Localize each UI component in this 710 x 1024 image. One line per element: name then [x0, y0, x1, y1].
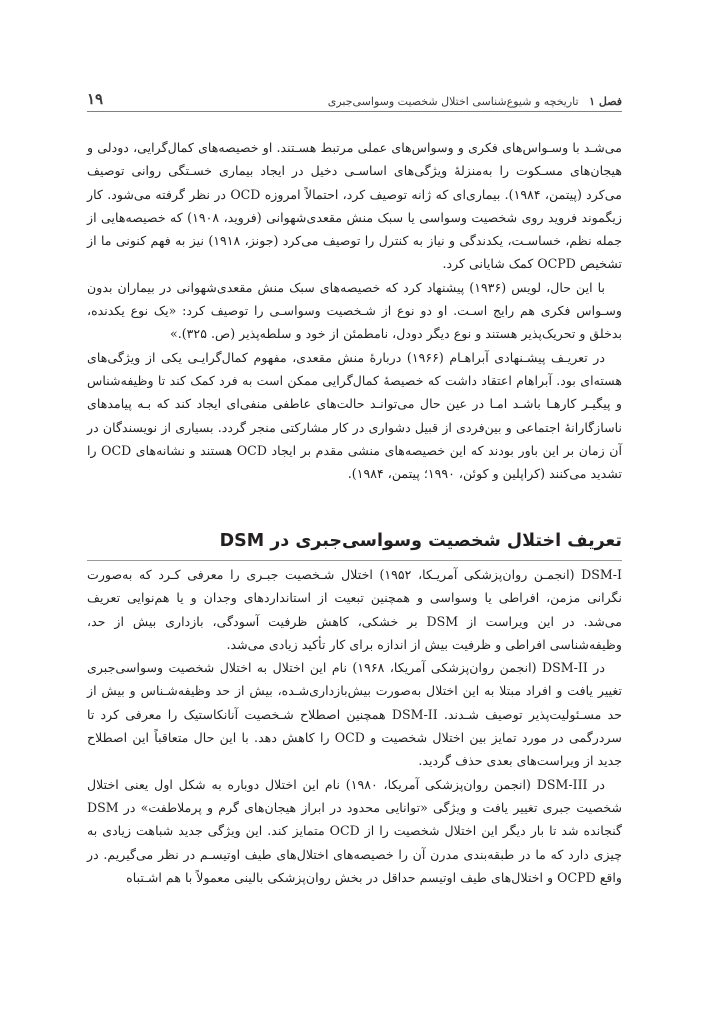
header-divider — [87, 111, 622, 112]
paragraph: در تعریـف پیشـنهادی آبراهـام (۱۹۶۶) دربارهٔ منش مقعدی، مفهوم کمال‌گرایـی یکی از ویژگی‌های هسته‌ای بود. آبراهام اعتقاد داشت که خصیصهٔ کمال‌گرایی ممکن است به فرد کمک کند تا وظیفه‌شناس و پیگیـر کارهـا باشـد امـا در عین حال می‌توانـد حالت‌های عاطفی منفی‌ای ایجاد کند که بـه پیامدهای ناسازگارانهٔ اجتماعی و بین‌فردی از قبیل دشواری در کار مشارکتی منجر گردد. بسیاری از نویسندگان در آن زمان بر این باور بودند که این خصیصه‌های منشی مقدم بر ایجاد OCD هستند و نشانه‌های OCD را تشدید می‌کنند (کراپلین و کوئن، ۱۹۹۰؛ پیتمن، ۱۹۸۴). — [87, 349, 622, 482]
intro-text-block — [87, 136, 622, 485]
running-header — [87, 86, 622, 108]
chapter-label: فصل ۱ — [589, 95, 622, 108]
chapter-reference — [328, 95, 622, 108]
paragraph: DSM-I (انجمـن روان‌پزشکی آمریـکا، ۱۹۵۲) اختلال شـخصیت جبـری را معرفی کـرد که به‌صورت نگرانی مزمن، افراطی یا وسواسی و همچنین تبعیت از استانداردهای وجدان و یا هم‌نوایی تعریف می‌شد. در این ویراست از DSM بر خشکی، کاهش ظرفیت آسودگی، بازداری بیش از حد، وظیفه‌شناسی افراطی و ظرفیت بیش از اندازه برای کار تأکید زیادی می‌شد. — [87, 567, 622, 652]
paragraph: در DSM-II (انجمن روان‌پزشکی آمریکا، ۱۹۶۸) نام این اختلال به اختلال شخصیت وسواسی‌جبری تغییر یافت و افراد مبتلا به این اختلال به‌صورت بیش‌بازداری‌شـده، بیش از حد وظیفه‌شـناس و بیش از حد مسـئولیت‌پذیر توصیف شـدند. DSM-II همچنین اصطلاح شـخصیت آنانکاستیک را معرفی کرد تا سردرگمی در مورد تمایز بین اختلال شخصیت و OCD را کاهش دهد. با این حال متعاقباً این اصطلاح جدید از ویراست‌های بعدی حذف گردید. — [87, 660, 622, 769]
section-heading: تعریف اختلال شخصیت وسواسی‌جبری در DSM — [87, 524, 622, 561]
paragraph: در DSM-III (انجمن روان‌پزشکی آمریکا، ۱۹۸۰) نام این اختلال دوباره به شکل اول یعنی اختلال شخصیت جبری تغییر یافت و ویژگی «توانایی محدود در ابراز هیجان‌های گرم و پرملاطفت» در DSM گنجانده شد تا بار دیگر این اختلال شخصیت را از OCD متمایز کند. این ویژگی جدید شباهت زیادی به چیزی دارد که ما در طبقه‌بندی مدرن آن را خصیصه‌های اختلال‌های طیف اوتیسـم در نظر می‌گیریم. در واقع OCPD و اختلال‌های طیف اوتیسم حداقل در بخش روان‌پزشکی بالینی معمولاً با هم اشـتباه — [87, 776, 622, 885]
chapter-title: تاریخچه و شیوع‌شناسی اختلال شخصیت وسواسی‌جبری — [327, 95, 579, 108]
page-number: ۱۹ — [87, 90, 104, 108]
dsm-text-block — [87, 563, 622, 889]
paragraph: می‌شـد با وسـواس‌های فکری و وسواس‌های عملی مرتبط هسـتند. او خصیصه‌های کمال‌گرایی، دودلی و هیجان‌های مسـکوت را به‌منزلهٔ ویژگی‌های اساسـی دخیل در ایجاد بیماری خسـتگی روانی توصیف می‌کرد (پیتمن، ۱۹۸۴). بیماری‌ای که ژانه توصیف کرد، احتمالاً امروزه OCD در نظر گرفته می‌شود. کار زیگموند فروید روی شخصیت وسواسی یا سبک منش مقعدی‌شهوانی (فروید، ۱۹۰۸) که خصیصه‌هایی از جمله نظم، خساسـت، یکدندگی و نیاز به کنترل را توصیف می‌کرد (جونز، ۱۹۱۸) نیز به فهم کنونی ما از تشخیص OCPD کمک شایانی کرد. — [87, 140, 622, 272]
paragraph: با این حال، لویس (۱۹۳۶) پیشنهاد کرد که خصیصه‌های سبک منش مقعدی‌شهوانی در بیماران بدون وسـواس فکری هم رایج اسـت. او دو نوع از شـخصیت وسواسـی را توصیف کرد: «یک نوع یکدنده، بدخلق و تحریک‌پذیر هستند و نوع دیگر دودل، نامطمئن از خود و سلطه‌پذیر (ص. ۳۲۵).» — [87, 279, 622, 342]
